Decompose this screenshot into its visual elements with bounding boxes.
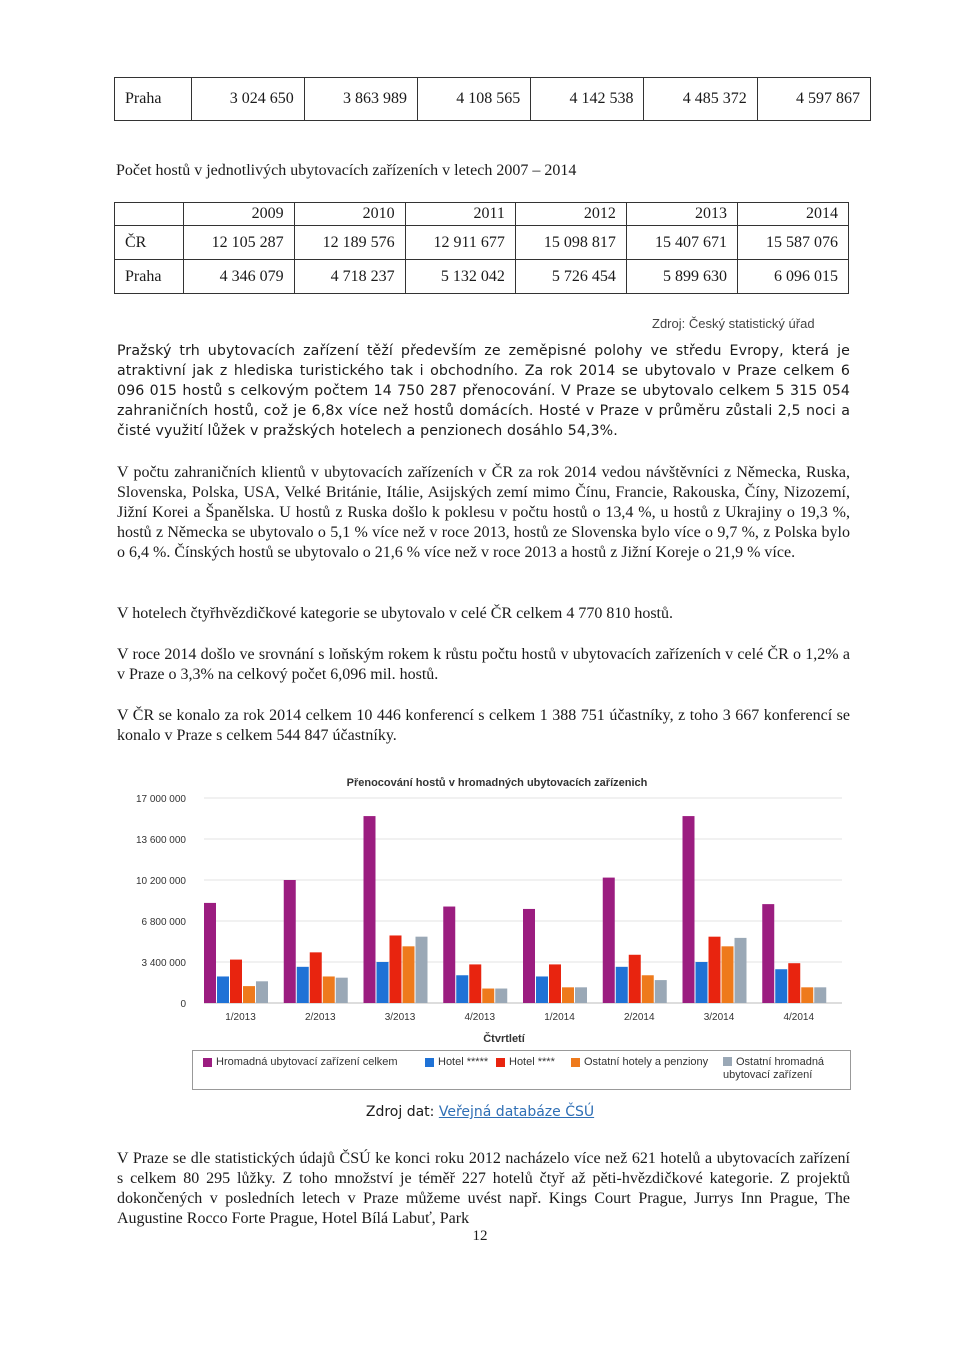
table-cell: 12 105 287 <box>183 226 294 260</box>
table-cell: 12 189 576 <box>294 226 405 260</box>
bar <box>323 976 335 1003</box>
table-cell: 3 863 989 <box>304 78 417 121</box>
table-cell: 15 587 076 <box>737 226 848 260</box>
legend-label: Hotel **** <box>509 1056 555 1068</box>
x-tick-label: 4/2013 <box>464 1012 496 1023</box>
bar <box>284 880 296 1003</box>
bar <box>629 955 641 1003</box>
table-row <box>115 78 871 121</box>
bar <box>243 986 255 1003</box>
x-tick-label: 2/2014 <box>623 1012 655 1023</box>
hotels-table <box>114 77 871 121</box>
bar <box>443 907 455 1003</box>
bar <box>562 987 574 1003</box>
table-header-cell: 2009 <box>183 203 294 226</box>
bar <box>456 975 468 1003</box>
legend-item <box>203 1056 398 1068</box>
y-tick-label: 13 600 000 <box>135 835 186 846</box>
paragraph: V ČR se konalo za rok 2014 celkem 10 446 konferencí s celkem 1 388 751 účastníky, z toho 3 667 konferencí se konalo v Praze s celkem 544 847 účastníky. <box>117 707 850 744</box>
bar <box>204 903 216 1003</box>
bar <box>256 981 268 1003</box>
guests-table-caption: Počet hostů v jednotlivých ubytovacích zařízeních v letech 2007 – 2014 <box>116 162 577 179</box>
bar <box>230 960 242 1003</box>
table-cell: 5 726 454 <box>515 260 626 294</box>
y-tick-label: 0 <box>180 999 186 1010</box>
table-cell: 4 346 079 <box>183 260 294 294</box>
table-cell: 15 098 817 <box>515 226 626 260</box>
chart-title: Přenocování hostů v hromadných ubytovacích zařízenich <box>346 777 648 789</box>
x-tick-label: 2/2013 <box>304 1012 336 1023</box>
legend-swatch <box>425 1058 434 1067</box>
bar <box>549 964 561 1003</box>
table-source: Zdroj: Český statistický úřad <box>652 316 815 331</box>
bar <box>495 989 507 1003</box>
legend-swatch <box>496 1058 505 1067</box>
bar <box>416 937 428 1003</box>
bar <box>762 904 774 1003</box>
legend-item <box>425 1056 488 1068</box>
guests-table <box>114 202 849 294</box>
legend-item <box>571 1056 708 1068</box>
bar <box>364 816 376 1003</box>
bar <box>536 976 548 1003</box>
bar <box>482 989 494 1003</box>
table-cell: ČR <box>115 226 184 260</box>
table-header-cell: 2011 <box>405 203 515 226</box>
bar <box>788 963 800 1003</box>
table-cell: 4 485 372 <box>644 78 757 121</box>
y-tick-label: 17 000 000 <box>135 794 186 805</box>
page-number: 12 <box>472 1228 488 1244</box>
bar <box>735 938 747 1003</box>
bar <box>709 937 721 1003</box>
table-header-cell: 2014 <box>737 203 848 226</box>
paragraph: V Praze se dle statistických údajů ČSÚ ke konci roku 2012 nacházelo více než 621 hotelů a ubytovacích zařízení s celkem 80 295 lůžky. Z toho množství je téměř 227 hotelů čtyř až pěti-hvězdičkové kategorie. Z projektů dokončených v posledních letech v Praze můžeme uvést např. Kings Court Prague, Jurrys Inn Prague, The Augustine Rocco Forte Prague, Hotel Bílá Labuť, Park <box>117 1150 850 1227</box>
bar <box>603 878 615 1003</box>
table-row <box>115 260 849 294</box>
bar <box>310 952 322 1003</box>
bar <box>642 975 654 1003</box>
paragraph: Pražský trh ubytovacích zařízení těží především ze zeměpisné polohy ve středu Evropy, která je atraktivní jak z hlediska turistického tak i obchodního. Za rok 2014 se ubytovalo v Praze celkem 6 096 015 hostů s celkovým počtem 14 750 287 přenocování. V Praze se ubytovalo celkem 5 315 054 zahraničních hostů, což je 6,8x více než hostů domácích. Hosté v Praze v průměru zůstali 2,5 noci a čisté využití lůžek v pražských hotelech a penzionech dosáhlo 54,3%. <box>117 343 850 439</box>
bar <box>575 987 587 1003</box>
x-tick-label: 4/2014 <box>783 1012 815 1023</box>
bar <box>403 946 415 1003</box>
bar <box>683 816 695 1003</box>
table-cell: Praha <box>115 260 184 294</box>
y-tick-label: 6 800 000 <box>141 917 186 928</box>
paragraph: V počtu zahraničních klientů v ubytovacích zařízeních v ČR za rok 2014 vedou návštěvníci z Německa, Ruska, Slovenska, Polska, USA, Velké Británie, Itálie, Asijských zemí mimo Čínu, Francie, Rakouska, Číny, Nizozemí, Jižní Korei a Španělska. U hostů z Ruska došlo k poklesu v počtu hostů o 13,4 %, u hostů z Ukrajiny o 19,3 %, hostů z Německa se ubytovalo o 5,1 % více než v roce 2013, hostů ze Slovenska bylo více o 9,7 %, z Polska bylo o 6,4 %. Čínských hostů se ubytovalo o 21,6 % více než v roce 2013 a hostů z Jižní Koreje o 21,9 % více. <box>117 464 850 561</box>
bar <box>523 909 535 1003</box>
bar <box>217 976 229 1003</box>
table-header-cell: 2012 <box>515 203 626 226</box>
bar <box>469 964 481 1003</box>
paragraph: V roce 2014 došlo ve srovnání s loňským rokem k růstu počtu hostů v ubytovacích zařízeních v celé ČR o 1,2% a v Praze o 3,3% na celkový počet 6,096 mil. hostů. <box>117 646 850 683</box>
legend-item <box>496 1056 555 1068</box>
chart-legend <box>192 1050 851 1090</box>
table-cell: 4 142 538 <box>531 78 644 121</box>
x-tick-label: 3/2014 <box>703 1012 735 1023</box>
x-axis-label: Čtvrtletí <box>483 1033 525 1045</box>
bar <box>814 987 826 1003</box>
table-cell: 12 911 677 <box>405 226 515 260</box>
legend-swatch <box>203 1058 212 1067</box>
legend-item <box>723 1056 848 1082</box>
y-tick-label: 10 200 000 <box>135 876 186 887</box>
legend-swatch <box>723 1057 732 1066</box>
bar <box>390 935 402 1003</box>
bar <box>696 962 708 1003</box>
bar <box>616 967 628 1003</box>
table-header-cell: 2013 <box>626 203 737 226</box>
legend-swatch <box>571 1058 580 1067</box>
chart-source-prefix: Zdroj dat: <box>365 1104 435 1120</box>
bar <box>801 987 813 1003</box>
x-tick-label: 1/2013 <box>225 1012 256 1023</box>
table-row <box>115 226 849 260</box>
table-cell: 15 407 671 <box>626 226 737 260</box>
table-cell: 5 132 042 <box>405 260 515 294</box>
table-header-cell: 2010 <box>294 203 405 226</box>
bar <box>336 978 348 1003</box>
table-cell: 5 899 630 <box>626 260 737 294</box>
table-cell: 3 024 650 <box>191 78 304 121</box>
chart-source <box>0 1104 960 1120</box>
bar <box>775 969 787 1003</box>
bar <box>297 967 309 1003</box>
y-tick-label: 3 400 000 <box>141 958 186 969</box>
table-cell: 4 108 565 <box>417 78 530 121</box>
table-header-cell <box>115 203 184 226</box>
legend-label: Ostatní hromadná ubytovací zařízení <box>723 1056 825 1081</box>
paragraph: V hotelech čtyřhvězdičkové kategorie se ubytovalo v celé ČR celkem 4 770 810 hostů. <box>117 605 673 622</box>
legend-label: Hromadná ubytovací zařízení celkem <box>216 1056 398 1068</box>
bar <box>377 962 389 1003</box>
x-tick-label: 3/2013 <box>384 1012 416 1023</box>
bar <box>655 980 667 1003</box>
csu-database-link[interactable]: Veřejná databáze ČSÚ <box>438 1104 595 1120</box>
table-cell: 4 718 237 <box>294 260 405 294</box>
legend-label: Ostatní hotely a penziony <box>584 1056 709 1068</box>
bar <box>722 946 734 1003</box>
x-tick-label: 1/2014 <box>544 1012 575 1023</box>
table-cell: Praha <box>115 78 192 121</box>
table-cell: 6 096 015 <box>737 260 848 294</box>
table-header-row <box>115 203 849 226</box>
legend-label: Hotel ***** <box>438 1056 489 1068</box>
table-cell: 4 597 867 <box>757 78 870 121</box>
